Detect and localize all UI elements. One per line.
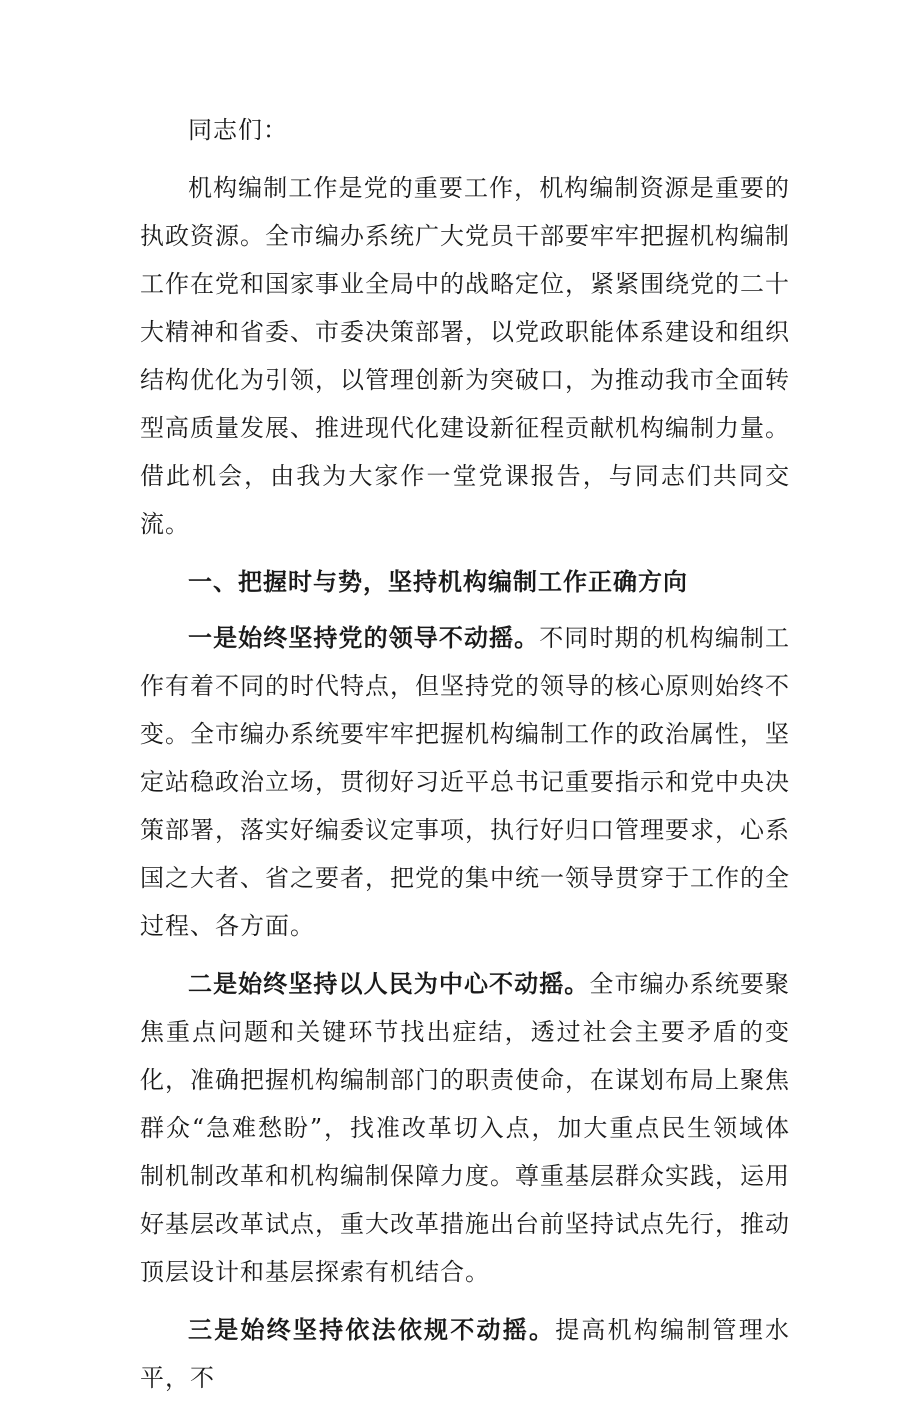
point-body: 不同时期的机构编制工作有着不同的时代特点，但坚持党的领导的核心原则始终不变。全市编办系统要牢牢把握机构编制工作的政治属性，坚定站稳政治立场，贯彻好习近平总书记重要指示和党中央决策部署，落实好编委议定事项，执行好归口管理要求，心系国之大者、省之要者，把党的集中统一领导贯穿于工作的全过程、各方面。	[140, 624, 791, 940]
section-heading: 一、把握时与势，坚持机构编制工作正确方向	[188, 568, 688, 596]
intro-paragraph: 机构编制工作是党的重要工作，机构编制资源是重要的执政资源。全市编办系统广大党员干部要牢牢把握机构编制工作在党和国家事业全局中的战略定位，紧紧围绕党的二十大精神和省委、市委决策部署，以党政职能体系建设和组织结构优化为引领，以管理创新为突破口，为推动我市全面转型高质量发展、推进现代化建设新征程贡献机构编制力量。借此机会，由我为大家作一堂党课报告，与同志们共同交流。	[140, 174, 790, 538]
point-lead: 二是始终坚持以人民为中心不动摇。	[188, 970, 590, 998]
document-body	[140, 106, 790, 1402]
point-body: 提高机构编制管理水平，不	[140, 1316, 791, 1392]
point-paragraph-2	[140, 960, 790, 1296]
point-body: 全市编办系统要聚焦重点问题和关键环节找出症结，透过社会主要矛盾的变化，准确把握机构编制部门的职责使命，在谋划布局上聚焦群众“急难愁盼”，找准改革切入点，加大重点民生领域体制机制改革和机构编制保障力度。尊重基层群众实践，运用好基层改革试点，重大改革措施出台前坚持试点先行，推动顶层设计和基层探索有机结合。	[140, 970, 790, 1286]
point-paragraph-1	[140, 614, 790, 950]
point-paragraph-3	[140, 1306, 790, 1402]
point-lead: 三是始终坚持依法依规不动摇。	[188, 1316, 556, 1344]
salutation: 同志们：	[188, 116, 288, 144]
point-lead: 一是始终坚持党的领导不动摇。	[188, 624, 540, 652]
